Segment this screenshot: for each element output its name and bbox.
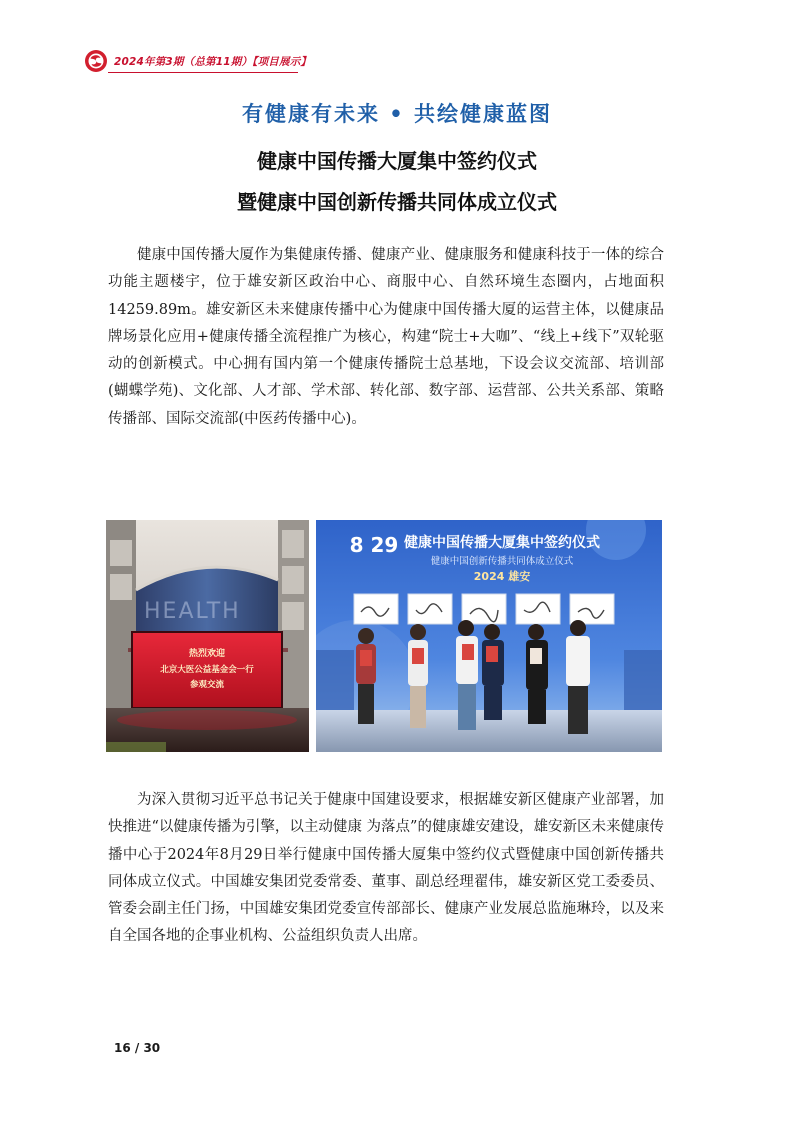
lobby-photo [106, 520, 309, 752]
screen-line-1: 热烈欢迎 [188, 649, 226, 659]
article-title-line1: 健康中国传播大厦集中签约仪式 [257, 149, 537, 173]
article-main-title: 有健康有未来 • 共绘健康蓝图 [241, 101, 553, 126]
banner-title: 健康中国传播大厦集中签约仪式 [404, 535, 600, 551]
article-paragraph-1: 健康中国传播大厦作为集健康传播、健康产业、健康服务和健康科技于一体的综合功能主题楼宇，位于雄安新区政治中心、商服中心、自然环境生态圈内，占地面积14259.89m。雄安新区未来健康传播中心为健康中国传播大厦的运营主体，以健康品牌场景化应用+健康传播全流程推广为核心，构建“院士+大咖”、“线上+线下”双轮驱动的创新模式。中心拥有国内第一个健康传播院士总基地，下设会议交流部、培训部(蝴蝶学苑)、文化部、人才部、学术部、转化部、数字部、运营部、公共关系部、策略传播部、国际交流部(中医药传播中心)。 [108, 247, 664, 427]
page-number: 16 / 30 [114, 1041, 161, 1055]
lobby-wall-text: HEALTH [144, 599, 241, 624]
ceremony-photo [316, 520, 662, 752]
screen-line-2: 北京大医公益基金会一行 [160, 665, 254, 675]
screen-line-3: 参观交流 [189, 680, 225, 690]
banner-year: 2024 雄安 [473, 570, 531, 583]
page-header [84, 48, 311, 74]
badge-number: 8 29 [349, 533, 399, 557]
header-underline [108, 72, 298, 73]
header-issue-label: 2024年第3期（总第11期）【项目展示】 [114, 55, 312, 68]
banner-subtitle: 健康中国创新传播共同体成立仪式 [430, 556, 574, 567]
article-paragraph-2: 为深入贯彻习近平总书记关于健康中国建设要求，根据雄安新区健康产业部署，加快推进“以健康传播为引擎，以主动健康 为落点”的健康雄安建设，雄安新区未来健康传播中心于2024年8月29日举行健康中国传播大厦集中签约仪式暨健康中国创新传播共同体成立仪式。中国雄安集团党委常委、董事、副总经理翟伟，雄安新区党工委委员、管委会副主任门扬，中国雄安集团党委宣传部部长、健康产业发展总监施琳玲，以及来自全国各地的企事业机构、公益组织负责人出席。 [108, 792, 664, 945]
brand-logo-icon [84, 49, 108, 73]
article-title-line2: 暨健康中国创新传播共同体成立仪式 [237, 190, 557, 214]
